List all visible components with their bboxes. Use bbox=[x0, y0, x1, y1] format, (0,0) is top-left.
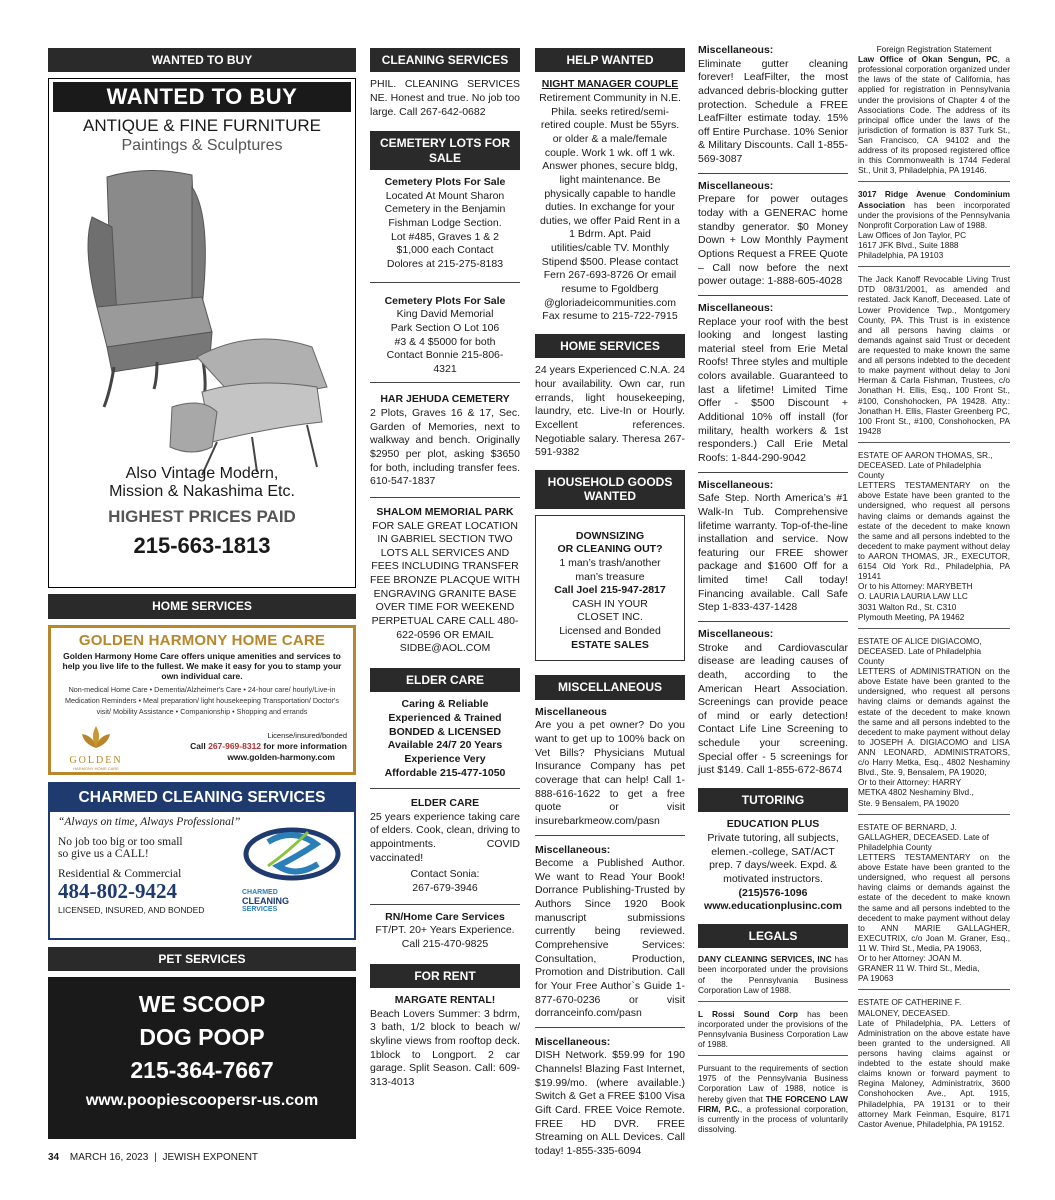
divider bbox=[858, 814, 1010, 815]
section-header-home-services: HOME SERVICES bbox=[48, 594, 356, 618]
rent-title: MARGATE RENTAL! bbox=[394, 993, 496, 1006]
charmed-logo-l3: SERVICES bbox=[242, 905, 278, 913]
legal-gallagher-body: LETTERS TESTAMENTARY on the above Estate have been granted to the undersigned, who request all persons having claims or demands against the estate of the decedent to make known the same and all persons indebted to the decedent to make payment without delay to ANN MARIE GALLAGHER, EXECUTRIX, c/o Joan M. Graner, Esq., 11 W. Third St., Media, PA 19063, bbox=[858, 851, 1010, 953]
divider bbox=[370, 788, 520, 789]
wtb-line5: HIGHEST PRICES PAID bbox=[108, 507, 296, 527]
charmed-line4: LICENSED, INSURED, AND BONDED bbox=[58, 904, 205, 915]
misc-2-body: Become a Published Author. We want to Read Your Book! Dorrance Publishing-Trusted by Authors Since 1920 Book manuscript submissions currently being reviewed. Comprehensive Services: Consultation, Production, Promotion and Distribution. Call for Your Free Author`s Guide 1-877-670-0236 or visit dorranceinfo.com/pasn bbox=[535, 857, 685, 1020]
downsizing-l7: ESTATE SALES bbox=[571, 638, 649, 651]
golden-logo-text: GOLDEN bbox=[69, 754, 123, 766]
legal-thomas-head: ESTATE OF AARON THOMAS, SR., DECEASED. Late of Philadelphia County bbox=[858, 449, 993, 481]
elder-care-2-body: 25 years experience taking care of elders. Cook, clean, driving to appointments. COVID vaccinated! bbox=[370, 810, 520, 864]
golden-intro: Golden Harmony Home Care offers unique amenities and services to help you live life to the fullest. We make it easy for you to stamp your own individual care. bbox=[62, 650, 342, 682]
legal-digiacomo-body: LETTERS of ADMINISTRATION on the above Estate have been granted to the undersigned, who request all persons having claims or demands against the estate of the decedent to make known the same and all persons indebted to the decedent to make payment without delay to JOSEPH A. DIGIACOMO and LISA ANN LEONARD, ADMINISTRATORS, c/o Harry Metka, Esq., 4802 Neshaminy Blvd., Ste. 9, Bensalem, PA 19020, bbox=[858, 666, 1010, 778]
charmed-tagline: “Always on time, Always Professional” bbox=[58, 815, 241, 828]
wtb-line4: Mission & Nakashima Etc. bbox=[109, 483, 295, 501]
misc-8-label: Miscellaneous: bbox=[698, 627, 774, 640]
divider bbox=[858, 266, 1010, 267]
section-header-home-services-2: HOME SERVICES bbox=[535, 334, 685, 358]
divider bbox=[858, 181, 1010, 182]
section-header-household-goods: HOUSEHOLD GOODS WANTED bbox=[535, 470, 685, 509]
divider bbox=[535, 1027, 685, 1028]
divider bbox=[858, 989, 1010, 990]
shalom-title: SHALOM MEMORIAL PARK bbox=[376, 505, 514, 518]
golden-harmony-logo bbox=[57, 724, 135, 771]
tutor-body: Private tutoring, all subjects, elemen.-college, SAT/ACT prep. 7 days/week. Expd. & motivated instructors. bbox=[707, 832, 839, 885]
legal-ridge-body: has been incorporated under the provisions of the Pennsylvania Nonprofit Corporation Law of 1988. bbox=[858, 199, 1010, 230]
downsizing-ad bbox=[535, 515, 685, 662]
section-header-pet-services: PET SERVICES bbox=[48, 947, 356, 971]
wtb-line2: Paintings & Sculptures bbox=[121, 137, 283, 155]
section-header-wanted-to-buy: WANTED TO BUY bbox=[48, 48, 356, 72]
column-2 bbox=[370, 48, 520, 1089]
har-jehuda-title: HAR JEHUDA CEMETERY bbox=[380, 393, 510, 406]
tutor-phone: (215)576-1096 bbox=[738, 886, 808, 899]
legal-gallagher-atty: Or to her Attorney: JOAN M. GRANER 11 W. Third St., Media, PA 19063 bbox=[858, 953, 980, 984]
footer-separator: | bbox=[154, 1152, 157, 1163]
column-1 bbox=[48, 48, 356, 1139]
misc-6-label: Miscellaneous: bbox=[698, 301, 774, 314]
legal-gallagher-head: ESTATE OF BERNARD, J. GALLAGHER, DECEASED. Late of Philadelphia County bbox=[858, 821, 989, 852]
legal-digiacomo-head: ESTATE OF ALICE DIGIACOMO, DECEASED. Late of Philadelphia County bbox=[858, 635, 982, 667]
divider bbox=[698, 1001, 848, 1002]
legal-maloney-body: Late of Philadelphia, PA. Letters of Administration on the above estate have been granted to the undersigned. All persons having claims against or indebted to the estate should make claims known or forward payment to Regina Maloney, Administratrix, 3600 Conshohocken Ave., Apt. 1915, Philadelphia, PA 19131 or to their attorney Mark Feinman, Esquire, 8171 Castor Avenue, Philadelphia, PA 19152. bbox=[858, 1017, 1010, 1129]
issue-date: MARCH 16, 2023 bbox=[69, 1152, 149, 1163]
legal-okan-title: Foreign Registration Statement bbox=[876, 44, 992, 54]
we-scoop-ad bbox=[48, 977, 356, 1139]
misc-6-body: Replace your roof with the best looking and longest lasting material steel from Erie Metal Roofs! Three styles and multiple colors available. Guaranteed to last a lifetime! Limited Time Offer - $500 Discount + Additional 10% off install (for military, health workers & 1st responders.) Call Erie Metal Roofs: 1-844-290-9042 bbox=[698, 315, 848, 464]
rn-body: FT/PT. 20+ Years Experience. Call 215-470-9825 bbox=[375, 924, 515, 950]
charmed-line3: Residential & Commercial bbox=[58, 867, 182, 880]
cemetery-2-body: King David Memorial Park Section O Lot 106 #3 & 4 $5000 for both Contact Bonnie 215-806-4321 bbox=[386, 308, 504, 375]
downsizing-l4: Call Joel 215-947-2817 bbox=[554, 584, 666, 597]
legal-okan bbox=[858, 44, 1010, 175]
charmed-phone: 484-802-9424 bbox=[58, 878, 177, 903]
scoop-web: www.poopiescoopersr-us.com bbox=[85, 1092, 319, 1110]
section-header-miscellaneous: MISCELLANEOUS bbox=[535, 675, 685, 699]
legal-thomas bbox=[858, 450, 1010, 622]
section-header-tutoring: TUTORING bbox=[698, 788, 848, 812]
legal-rossi bbox=[698, 1009, 848, 1049]
misc-5-body: Prepare for power outages today with a GENERAC home standby generator. $0 Money Down + Low Monthly Payment Options Request a FREE Quote – Call now before the next power outage: 1-888-605-4028 bbox=[698, 193, 848, 288]
help-title: NIGHT MANAGER COUPLE bbox=[541, 78, 679, 91]
column-4 bbox=[698, 44, 848, 1134]
legal-ridge bbox=[858, 189, 1010, 260]
column-3 bbox=[535, 48, 685, 1159]
scoop-line1: WE SCOOP bbox=[138, 991, 266, 1018]
divider bbox=[370, 497, 520, 498]
legal-forceno-name: THE FORCENO LAW FIRM, P.C. bbox=[698, 1093, 849, 1114]
golden-services: Non-medical Home Care • Dementia/Alzheimer's Care • 24-hour care/ hourly/Live-in Medication Reminders • Meal preparation/ light housekeeping Transportation/ Doctor's visit/ Mobility Assistance • Companionship • Shopping and errands bbox=[65, 685, 339, 716]
misc-4-body: Eliminate gutter cleaning forever! LeafFilter, the most advanced debris-blocking gutter protection. Schedule a FREE LeafFilter estimate today. 15% off Entire Purchase. 10% Senior & Military Discounts. Call 1-855-569-3087 bbox=[698, 57, 848, 166]
page-number: 34 bbox=[48, 1152, 60, 1163]
misc-8-body: Stroke and Cardiovascular disease are leading causes of death, according to the American Heart Association. Screenings can provide peace of mind or early detection! Contact Life Line Screening to schedule your screening. Special offer - 5 screenings for just $149. Call 1-855-672-8674 bbox=[698, 641, 848, 777]
legal-maloney bbox=[858, 997, 1010, 1128]
rent-body: Beach Lovers Summer: 3 bdrm, 3 bath, 1/2 block to beach w/ skyline views from rooftop deck. 1block to Longport. 2 car garage. Split Season. Call: 609-313-4013 bbox=[370, 1007, 520, 1088]
downsizing-l6: Licensed and Bonded bbox=[559, 625, 661, 638]
section-header-cemetery-lots: CEMETERY LOTS FOR SALE bbox=[370, 131, 520, 170]
legal-okan-name: Law Office of Okan Sengun, PC bbox=[858, 54, 998, 65]
scoop-phone: 215-364-7667 bbox=[130, 1057, 274, 1084]
legal-forceno bbox=[698, 1063, 848, 1134]
downsizing-l5: CASH IN YOUR CLOSET INC. bbox=[572, 597, 648, 624]
misc-1-body: Are you a pet owner? Do you want to get up to 100% back on Vet Bills? Physicians Mutual Insurance Company has pet coverage that can help! Call 1-888-616-1622 to get a free quote or visit insurebarkmeow.com/pasn bbox=[535, 719, 685, 827]
publication-name: JEWISH EXPONENT bbox=[162, 1152, 259, 1163]
wtb-phone: 215-663-1813 bbox=[133, 533, 271, 559]
help-body: Retirement Community in N.E. Phila. seeks retired/semi-retired couple. Must be 55yrs. or older & a male/female couple. Work 1 wk. off 1 wk. Answer phones, secure bldg, light maintenance. Be physically capable to handle duties. In exchange for your duties, we offer Paid Rent in a 1 Bdrm. Apt. Paid utilities/cable TV. Monthly Stipend $500. Please contact Fern 267-693-8726 Or email resume to Fgoldberg @gloriadeicommunities.com Fax resume to 215-722-7915 bbox=[539, 92, 681, 323]
downsizing-l2: OR CLEANING OUT? bbox=[557, 543, 663, 556]
section-header-cleaning-services: CLEANING SERVICES bbox=[370, 48, 520, 72]
divider bbox=[698, 1055, 848, 1056]
golden-phone: 267-969-8312 bbox=[208, 740, 262, 751]
charmed-logo-l1: CHARMED bbox=[242, 888, 278, 896]
legal-gallagher bbox=[858, 822, 1010, 984]
legal-ridge-addr: Law Offices of Jon Taylor, PC 1617 JFK Blvd., Suite 1888 Philadelphia, PA 19103 bbox=[858, 229, 967, 261]
divider bbox=[535, 835, 685, 836]
tutor-web: www.educationplusinc.com bbox=[704, 900, 842, 913]
golden-licensed: License/insured/bonded bbox=[267, 730, 347, 740]
charmed-cleaning-logo bbox=[238, 822, 346, 920]
legal-rossi-name: L Rossi Sound Corp bbox=[698, 1008, 798, 1019]
charmed-line1: No job too big or too small bbox=[58, 835, 183, 848]
legal-rossi-body: has been incorporated under the provisions of the Pennsylvania Business Corporation Law of 1988. bbox=[698, 1008, 849, 1050]
legal-thomas-atty: Or to his Attorney: MARYBETH O. LAURIA LAURIA LAW LLC 3031 Walton Rd., St. C310 Plymouth Meeting, PA 19462 bbox=[858, 581, 973, 622]
charmed-line2: so give us a CALL! bbox=[58, 847, 149, 860]
legal-okan-body: , a professional corporation organized under the laws of the state of California, has applied for registration in Pennsylvania under the provisions of Chapter 4 of the Associations Code. The address of its principal office under the laws of the jurisdiction of formation is 837 Turk St., San Francisco, CA 94102 and the address of its proposed registered office in this Commonwealth is 1744 Federal St., Unit 3, Philadelphia, PA 19146. bbox=[858, 54, 1010, 176]
golden-harmony-ad bbox=[48, 625, 356, 775]
elder-care-2-contact: Contact Sonia: 267-679-3946 bbox=[410, 868, 480, 895]
tutor-title: EDUCATION PLUS bbox=[726, 818, 820, 831]
page-footer bbox=[48, 1152, 258, 1163]
divider bbox=[370, 282, 520, 283]
golden-call-suffix: for more information bbox=[263, 740, 347, 751]
misc-3-body: DISH Network. $59.99 for 190 Channels! Blazing Fast Internet, $19.99/mo. (where available.) Switch & Get a FREE $100 Visa Gift Card. FREE Voice Remote. FREE HD DVR. FREE Streaming on ALL Devices. Call today! 1-855-335-6094 bbox=[535, 1049, 685, 1157]
divider bbox=[370, 382, 520, 383]
misc-2-label: Miscellaneous: bbox=[535, 843, 611, 856]
divider bbox=[370, 904, 520, 905]
downsizing-l1: DOWNSIZING bbox=[575, 529, 645, 542]
section-header-legals: LEGALS bbox=[698, 924, 848, 948]
divider bbox=[698, 295, 848, 296]
legal-maloney-head: ESTATE OF CATHERINE F. MALONEY, DECEASED. bbox=[858, 997, 962, 1018]
divider bbox=[698, 173, 848, 174]
misc-1-label: Miscellaneous bbox=[535, 705, 607, 718]
golden-call-prefix: Call bbox=[190, 740, 206, 751]
golden-logo-sub: HARMONY HOME CARE bbox=[73, 765, 119, 771]
lotus-icon bbox=[76, 724, 116, 750]
downsizing-l3: 1 man’s trash/another man’s treasure bbox=[559, 556, 661, 583]
scoop-line2: DOG POOP bbox=[139, 1024, 265, 1051]
divider bbox=[698, 472, 848, 473]
section-header-elder-care: ELDER CARE bbox=[370, 668, 520, 692]
legal-thomas-body: LETTERS TESTAMENTARY on the above Estate have been granted to the undersigned, who request all persons having claims or demands against the estate of the decedent to make known the same and all persons indebted to the decedent to make payment without delay to AARON THOMAS, JR., EXECUTOR, 6154 Old York Rd., Philadelphia, PA 19141 bbox=[858, 480, 1010, 582]
charmed-logo-l2: CLEANING bbox=[242, 895, 289, 906]
legal-digiacomo bbox=[858, 636, 1010, 808]
cemetery-1-body: Located At Mount Sharon Cemetery in the Benjamin Fishman Lodge Section. Lot #485, Graves 1 & 2 $1,000 each Contact Dolores at 215-275-8183 bbox=[384, 189, 506, 270]
legal-digiacomo-atty: Or to their Attorney: HARRY METKA 4802 Neshaminy Blvd., Ste. 9 Bensalem, PA 19020 bbox=[858, 777, 974, 808]
legal-forceno-post: , a professional corporation, is currently in the process of voluntarily dissolving. bbox=[698, 1103, 849, 1134]
misc-5-label: Miscellaneous: bbox=[698, 179, 774, 192]
armchair-illustration bbox=[52, 157, 352, 487]
misc-3-label: Miscellaneous: bbox=[535, 1035, 611, 1048]
legal-forceno-pre: Pursuant to the requirements of section 1975 of the Pennsylvania Business Corporation Law of 1988, notice is hereby given that bbox=[698, 1063, 848, 1104]
divider bbox=[858, 442, 1010, 443]
golden-title: GOLDEN HARMONY HOME CARE bbox=[78, 631, 326, 649]
charmed-title: CHARMED CLEANING SERVICES bbox=[50, 784, 354, 812]
legal-dany bbox=[698, 954, 848, 994]
cemetery-2-title: Cemetery Plots For Sale bbox=[384, 294, 506, 307]
column-5 bbox=[858, 44, 1010, 1129]
golden-web: www.golden-harmony.com bbox=[227, 752, 335, 763]
divider bbox=[698, 621, 848, 622]
wanted-to-buy-ad bbox=[48, 78, 356, 588]
misc-7-label: Miscellaneous: bbox=[698, 478, 774, 491]
home-services-listing: 24 years Experienced C.N.A. 24 hour availability. Own car, run errands, light housekeeping, laundry, etc. Live-In or Hourly. Excellent references. Negotiable salary. Theresa 267-591-9382 bbox=[535, 364, 685, 459]
legal-dany-name: DANY CLEANING SERVICES, INC bbox=[698, 954, 832, 965]
legal-kanoff: The Jack Kanoff Revocable Living Trust DTD 08/31/2001, as amended and restated. Jack Kanoff, Deceased. Late of Lower Providence Twp., Montgomery County, PA. This Trust is in existence and all persons having claims or demands against said Trust or decedent are requested to make known the same and all persons indebted to the decedent to make payment without delay to Joni Herman & Carla Fishman, Trustees, c/o Jonathan H. Ellis, Esq., 100 Front St., #100, Conshohocken, PA 19428. Atty.: Jonathan H. Ellis, Flaster Greenberg PC, 100 Front St., #100, Conshohocken, PA 19428 bbox=[858, 274, 1010, 436]
shalom-body: FOR SALE GREAT LOCATION IN GABRIEL SECTION TWO LOTS ALL SERVICES AND FEES INCLUDING TRANSFER FEE BRONZE PLACQUE WITH ENGRAVING GRANITE BASE OVER TIME FOR WEEKEND PERPETUAL CARE CALL 480-622-0596 OR EMAIL SIDBE@AOL.COM bbox=[370, 519, 520, 655]
swoosh-icon bbox=[238, 822, 346, 884]
section-header-for-rent: FOR RENT bbox=[370, 964, 520, 988]
misc-4-label: Miscellaneous: bbox=[698, 44, 774, 56]
elder-care-2-title: ELDER CARE bbox=[410, 797, 480, 810]
wtb-line3: Also Vintage Modern, bbox=[125, 465, 279, 483]
rn-title: RN/Home Care Services bbox=[385, 910, 505, 923]
cleaning-listing: PHIL. CLEANING SERVICES NE. Honest and true. No job too large. Call 267-642-0682 bbox=[370, 78, 520, 118]
charmed-cleaning-ad bbox=[48, 782, 356, 940]
section-header-help-wanted: HELP WANTED bbox=[535, 48, 685, 72]
wtb-banner: WANTED TO BUY bbox=[53, 82, 351, 112]
misc-7-body: Safe Step. North America’s #1 Walk-In Tub. Comprehensive lifetime warranty. Top-of-the-line installation and service. Now featuring our FREE shower package and $1600 Off for a limited time! Call today! Financing available. Call Safe Step 1-833-437-1428 bbox=[698, 492, 848, 614]
cemetery-1-title: Cemetery Plots For Sale bbox=[384, 176, 506, 189]
wtb-line1: ANTIQUE & FINE FURNITURE bbox=[82, 116, 321, 136]
divider bbox=[858, 628, 1010, 629]
legal-dany-body: has been incorporated under the provisions of the Pennsylvania Business Corporation Law of 1988. bbox=[698, 954, 848, 995]
elder-care-1: Caring & Reliable Experienced & Trained BONDED & LICENSED Available 24/7 20 Years Experience Very Affordable 215-477-1050 bbox=[384, 698, 506, 779]
legal-ridge-name: 3017 Ridge Avenue Condominium Association bbox=[858, 189, 1010, 210]
har-jehuda-body: 2 Plots, Graves 16 & 17, Sec. Garden of Memories, next to walkway and bench. Originally $2950 per plot, asking $3650 for both, including transfer fees. 610-547-1837 bbox=[370, 407, 520, 488]
